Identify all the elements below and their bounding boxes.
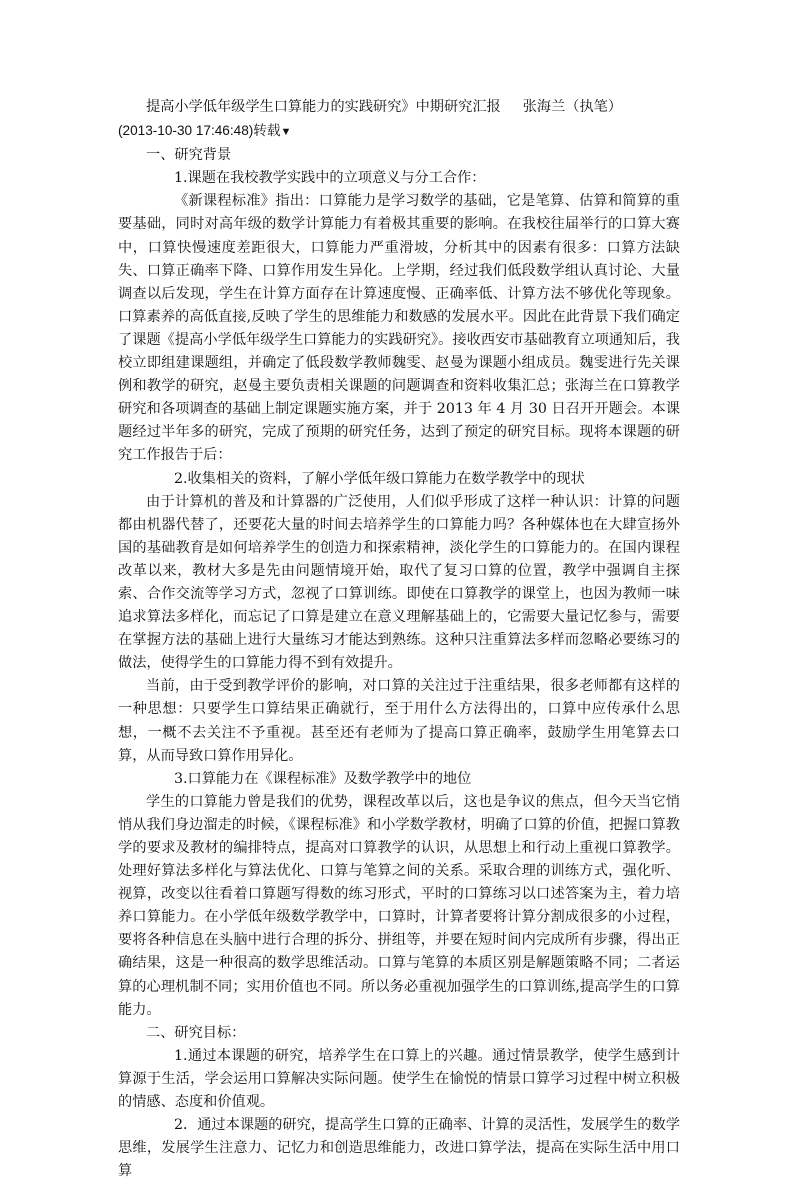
- section-heading-background: 一、研究背景: [146, 147, 232, 164]
- document-title-line: [118, 96, 680, 119]
- paragraph-1-1: 《新课程标准》指出：口算能力是学习数学的基础，它是笔算、估算和简算的重要基础，同时对高年级的数学计算能力有着极其重要的影响。在我校往届举行的口算大赛中，口算快慢速度差距很大，口算能力严重滑坡，分析其中的因素有很多：口算方法缺失、口算正确率下降、口算作用发生异化。上学期，经过我们低段数学组认真讨论、大量调查以后发现，学生在计算方面存在计算速度慢、正确率低、计算方法不够优化等现象。口算素养的高低直接,反映了学生的思维能力和数感的发展水平。因此在此背景下我们确定了课题《提高小学低年级学生口算能力的实践研究》。接收西安市基础教育立项通知后，我校立即组建课题组，并确定了低段数学教师魏雯、赵曼为课题小组成员。魏雯进行先关课例和教学的研究，赵曼主要负责相关课题的问题调查和资料收集汇总；张海兰在口算教学研究和各项调查的基础上制定课题实施方案，并于 2013 年 4 月 30 日召开开题会。本课题经过半年多的研究，完成了预期的研究任务，达到了预定的研究目标。现将本课题的研究工作报告于后：: [118, 193, 680, 464]
- subsection-heading-3: 3.口算能力在《课程标准》及数学教学中的地位: [174, 770, 472, 787]
- document-author: 张海兰（执笔）: [522, 99, 623, 115]
- repost-label: 转载: [253, 123, 281, 139]
- subsection-heading-1: 1.课题在我校教学实践中的立项意义与分工合作：: [174, 170, 486, 187]
- section-heading-goals: 二、研究目标：: [146, 1024, 246, 1041]
- post-timestamp: (2013-10-30 17:46:48): [118, 123, 254, 139]
- paragraph-1-2-a: 由于计算机的普及和计算器的广泛使用，人们似乎形成了这样一种认识：计算的问题都由机器代替了，还要花大量的时间去培养学生的口算能力吗？各种媒体也在大肆宣扬外国的基础教育是如何培养学生的创造力和探索精神，淡化学生的口算能力的。在国内课程改革以来，教材大多是先由问题情境开始，取代了复习口算的位置，教学中强调自主探索、合作交流等学习方式，忽视了口算训练。即使在口算教学的课堂上，也因为教师一味追求算法多样化，而忘记了口算是建立在意义理解基础上的，它需要大量记忆参与，需要在掌握方法的基础上进行大量练习才能达到熟练。这种只注重算法多样而忽略必要练习的做法，使得学生的口算能力得不到有效提升。: [118, 493, 680, 672]
- document-title: 提高小学低年级学生口算能力的实践研究》中期研究汇报: [146, 99, 501, 115]
- subsection-heading-2: 2.收集相关的资料，了解小学低年级口算能力在数学教学中的现状: [174, 470, 585, 487]
- paragraph-1-2-b: 当前，由于受到教学评价的影响，对口算的关注过于注重结果，很多老师都有这样的一种思想：只要学生口算结果正确就行，至于用什么方法得出的，口算中应传承什么思想，一概不去关注不予重视。甚至还有老师为了提高口算正确率，鼓励学生用笔算去口算，从而导致口算作用异化。: [118, 678, 680, 764]
- paragraph-2-1: 1.通过本课题的研究，培养学生在口算上的兴趣。通过情景教学，使学生感到计算源于生活，学会运用口算解决实际问题。使学生在愉悦的情景口算学习过程中树立积极的情感、态度和价值观。: [118, 1047, 680, 1111]
- paragraph-1-3: 学生的口算能力曾是我们的优势，课程改革以后，这也是争议的焦点，但今天当它悄悄从我们身边溜走的时候，《课程标准》和小学数学教材，明确了口算的价值，把握口算教学的要求及教材的编排特点，提高对口算教学的认识，从思想上和行动上重视口算教学。处理好算法多样化与算法优化、口算与笔算之间的关系。采取合理的训练方式，强化听、视算，改变以往看着口算题写得数的练习形式，平时的口算练习以口述答案为主，着力培养口算能力。在小学低年级数学教学中，口算时，计算者要将计算分割成很多的小过程，要将各种信息在头脑中进行合理的拆分、拼组等，并要在短时间内完成所有步骤，得出正确结果，这是一种很高的数学思维活动。口算与笔算的本质区别是解题策略不同；二者运算的心理机制不同；实用价值也不同。所以务必重视加强学生的口算训练,提高学生的口算能力。: [118, 793, 680, 1018]
- post-meta: [118, 119, 680, 144]
- repost-link[interactable]: [253, 123, 291, 138]
- triangle-down-icon[interactable]: ▼: [280, 126, 292, 139]
- document-page: [118, 96, 680, 1183]
- paragraph-2-2: 2．通过本课题的研究，提高学生口算的正确率、计算的灵活性，发展学生的数学思维，发展学生注意力、记忆力和创造思维能力，改进口算学法，提高在实际生活中用口算: [118, 1117, 680, 1180]
